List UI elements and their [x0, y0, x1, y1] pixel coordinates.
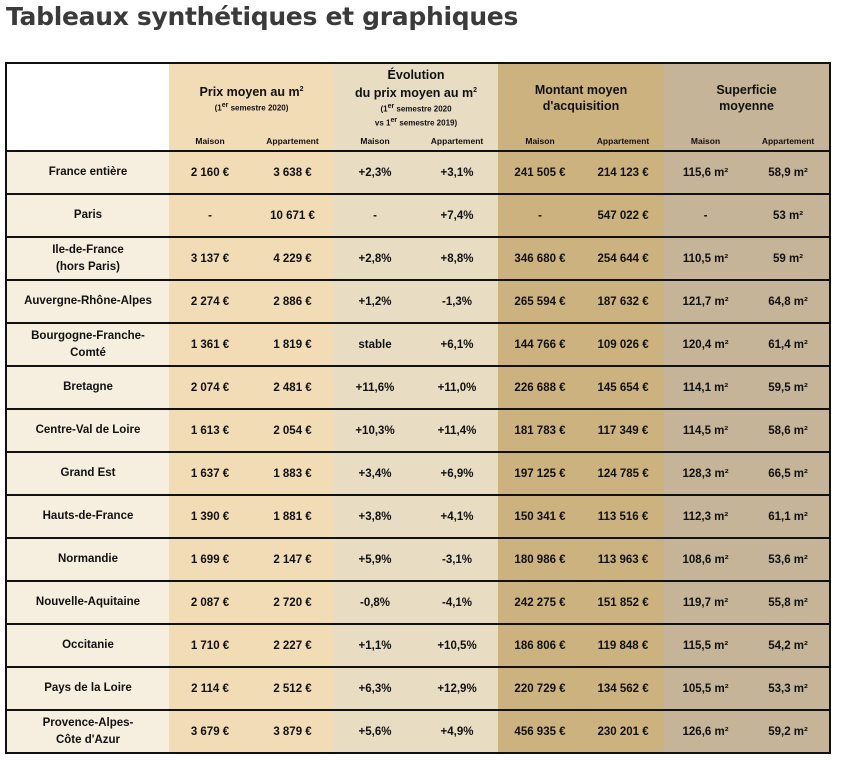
cell-sup-maison: 114,5 m² — [664, 409, 747, 452]
table-row — [7, 624, 829, 667]
cell-sup-appart: 59,5 m² — [747, 366, 829, 409]
cell-sup-maison: 114,1 m² — [664, 366, 747, 409]
cell-mont-maison: 186 806 € — [498, 624, 582, 667]
cell-mont-maison: 144 766 € — [498, 323, 582, 366]
cell-mont-appart: 254 644 € — [582, 237, 664, 280]
subheader-empty-cell — [7, 132, 169, 151]
cell-sup-maison: 115,5 m² — [664, 624, 747, 667]
cell-mont-appart: 187 632 € — [582, 280, 664, 323]
region-name: Comté — [70, 346, 106, 359]
cell-sup-maison: - — [664, 194, 747, 237]
cell-evol-appart: -3,1% — [416, 538, 498, 581]
cell-mont-maison: 181 783 € — [498, 409, 582, 452]
header-evolution-sub2-pre: vs 1 — [374, 118, 391, 128]
region-name: Provence-Alpes- — [42, 716, 134, 729]
subheader-evol-maison: Maison — [334, 132, 416, 151]
cell-prix-maison: 2 160 € — [169, 151, 251, 194]
cell-sup-maison: 121,7 m² — [664, 280, 747, 323]
cell-mont-appart: 113 516 € — [582, 495, 664, 538]
cell-evol-appart: -4,1% — [416, 581, 498, 624]
region-name: Nouvelle-Aquitaine — [35, 596, 141, 608]
region-name: Occitanie — [62, 639, 114, 651]
table-row — [7, 194, 829, 237]
cell-prix-appart: 2 481 € — [251, 366, 334, 409]
cell-mont-maison: 242 275 € — [498, 581, 582, 624]
table-row — [7, 581, 829, 624]
cell-prix-appart: 4 229 € — [251, 237, 334, 280]
cell-prix-appart: 2 054 € — [251, 409, 334, 452]
region-cell — [7, 280, 169, 323]
region-cell — [7, 538, 169, 581]
cell-prix-appart: 3 638 € — [251, 151, 334, 194]
cell-prix-appart: 3 879 € — [251, 710, 334, 752]
table-row — [7, 495, 829, 538]
cell-evol-appart: +10,5% — [416, 624, 498, 667]
cell-sup-appart: 53,3 m² — [747, 667, 829, 710]
summary-table — [7, 64, 829, 752]
region-name: Bourgogne-Franche- — [31, 329, 145, 342]
region-name: Hauts-de-France — [42, 510, 134, 522]
cell-evol-maison: +3,8% — [334, 495, 416, 538]
cell-evol-appart: +7,4% — [416, 194, 498, 237]
cell-sup-maison: 120,4 m² — [664, 323, 747, 366]
region-name: Ile-de-France — [52, 243, 124, 256]
cell-prix-appart: 10 671 € — [251, 194, 334, 237]
header-evolution-exp: 2 — [473, 87, 478, 95]
cell-mont-appart: 124 785 € — [582, 452, 664, 495]
header-evolution-line1: Évolution — [387, 68, 445, 83]
header-prix-sub-exp: er — [221, 102, 229, 110]
cell-sup-maison: 110,5 m² — [664, 237, 747, 280]
cell-prix-appart: 2 227 € — [251, 624, 334, 667]
header-montant-line2: d'acquisition — [542, 99, 620, 113]
header-evolution-sub2 — [334, 115, 498, 129]
cell-prix-appart: 1 819 € — [251, 323, 334, 366]
cell-evol-appart: +11,4% — [416, 409, 498, 452]
cell-evol-maison: stable — [334, 323, 416, 366]
region-name: France entière — [48, 166, 128, 178]
cell-sup-maison: 119,7 m² — [664, 581, 747, 624]
header-row — [7, 64, 829, 132]
header-montant-line1: Montant moyen — [534, 83, 628, 97]
header-prix-sub-post: semestre 2020) — [228, 103, 289, 113]
cell-evol-appart: +6,1% — [416, 323, 498, 366]
region-name: (hors Paris) — [56, 260, 120, 273]
cell-prix-maison: 2 087 € — [169, 581, 251, 624]
header-superficie-line2: moyenne — [719, 99, 774, 113]
cell-evol-maison: +10,3% — [334, 409, 416, 452]
cell-mont-maison: 150 341 € — [498, 495, 582, 538]
cell-evol-appart: +4,9% — [416, 710, 498, 752]
cell-prix-appart: 2 512 € — [251, 667, 334, 710]
subheader-prix-maison: Maison — [169, 132, 251, 151]
header-evolution — [334, 64, 498, 132]
cell-evol-maison: - — [334, 194, 416, 237]
cell-mont-maison: 220 729 € — [498, 667, 582, 710]
cell-evol-appart: +4,1% — [416, 495, 498, 538]
cell-evol-maison: +11,6% — [334, 366, 416, 409]
cell-prix-appart: 2 720 € — [251, 581, 334, 624]
cell-sup-appart: 61,4 m² — [747, 323, 829, 366]
cell-sup-appart: 64,8 m² — [747, 280, 829, 323]
header-montant — [498, 64, 664, 132]
cell-mont-maison: 197 125 € — [498, 452, 582, 495]
cell-mont-appart: 547 022 € — [582, 194, 664, 237]
header-evolution-sub2-post: semestre 2019) — [397, 118, 458, 128]
cell-evol-maison: +3,4% — [334, 452, 416, 495]
subheader-evol-appartement: Appartement — [416, 132, 498, 151]
cell-evol-appart: -1,3% — [416, 280, 498, 323]
header-prix — [169, 64, 334, 132]
region-name: Auvergne-Rhône-Alpes — [24, 295, 152, 307]
region-cell — [7, 366, 169, 409]
cell-evol-maison: +1,2% — [334, 280, 416, 323]
header-evolution-sub1-exp: er — [387, 103, 395, 111]
cell-sup-appart: 58,9 m² — [747, 151, 829, 194]
cell-evol-maison: +1,1% — [334, 624, 416, 667]
cell-mont-maison: 456 935 € — [498, 710, 582, 752]
table-row — [7, 237, 829, 280]
cell-sup-maison: 105,5 m² — [664, 667, 747, 710]
cell-prix-maison: 1 361 € — [169, 323, 251, 366]
table-row — [7, 280, 829, 323]
cell-mont-appart: 119 848 € — [582, 624, 664, 667]
page-title: Tableaux synthétiques et graphiques — [6, 2, 519, 31]
cell-evol-maison: -0,8% — [334, 581, 416, 624]
cell-sup-maison: 108,6 m² — [664, 538, 747, 581]
table-row — [7, 151, 829, 194]
cell-sup-appart: 59,2 m² — [747, 710, 829, 752]
header-evolution-line2: du prix moyen au m — [355, 86, 474, 101]
cell-prix-maison: 1 390 € — [169, 495, 251, 538]
cell-prix-maison: 1 699 € — [169, 538, 251, 581]
cell-mont-maison: 265 594 € — [498, 280, 582, 323]
header-evolution-sub2-exp: er — [390, 117, 398, 125]
cell-prix-appart: 1 883 € — [251, 452, 334, 495]
cell-mont-maison: 180 986 € — [498, 538, 582, 581]
region-cell — [7, 710, 169, 752]
header-evolution-sub1-post: semestre 2020 — [394, 105, 452, 115]
region-cell — [7, 151, 169, 194]
region-cell — [7, 237, 169, 280]
cell-prix-maison: 2 114 € — [169, 667, 251, 710]
region-name: Grand Est — [60, 467, 116, 479]
cell-sup-appart: 61,1 m² — [747, 495, 829, 538]
cell-mont-appart: 230 201 € — [582, 710, 664, 752]
table-row — [7, 538, 829, 581]
cell-evol-appart: +3,1% — [416, 151, 498, 194]
cell-prix-maison: 2 074 € — [169, 366, 251, 409]
cell-sup-appart: 66,5 m² — [747, 452, 829, 495]
header-prix-label: Prix moyen au m — [199, 85, 300, 100]
cell-prix-appart: 2 147 € — [251, 538, 334, 581]
cell-prix-maison: 3 679 € — [169, 710, 251, 752]
cell-sup-appart: 55,8 m² — [747, 581, 829, 624]
subheader-prix-appartement: Appartement — [251, 132, 334, 151]
header-superficie — [664, 64, 829, 132]
cell-evol-appart: +12,9% — [416, 667, 498, 710]
cell-evol-maison: +2,8% — [334, 237, 416, 280]
region-cell — [7, 452, 169, 495]
table-row — [7, 323, 829, 366]
cell-mont-appart: 117 349 € — [582, 409, 664, 452]
cell-mont-appart: 109 026 € — [582, 323, 664, 366]
cell-prix-maison: 1 710 € — [169, 624, 251, 667]
cell-sup-appart: 54,2 m² — [747, 624, 829, 667]
region-name: Côte d'Azur — [55, 733, 121, 746]
cell-mont-maison: 241 505 € — [498, 151, 582, 194]
header-prix-sub-pre: (1 — [214, 103, 222, 113]
table-row — [7, 366, 829, 409]
cell-prix-appart: 1 881 € — [251, 495, 334, 538]
region-name: Paris — [73, 209, 103, 221]
cell-evol-maison: +5,6% — [334, 710, 416, 752]
header-evolution-sub1-pre: (1 — [380, 105, 388, 115]
cell-sup-appart: 59 m² — [747, 237, 829, 280]
cell-evol-appart: +11,0% — [416, 366, 498, 409]
cell-sup-maison: 128,3 m² — [664, 452, 747, 495]
cell-evol-maison: +2,3% — [334, 151, 416, 194]
header-superficie-line1: Superficie — [716, 83, 777, 97]
cell-evol-maison: +6,3% — [334, 667, 416, 710]
subheader-mont-appartement: Appartement — [582, 132, 664, 151]
cell-mont-appart: 214 123 € — [582, 151, 664, 194]
table-row — [7, 667, 829, 710]
region-name: Normandie — [57, 553, 119, 565]
table-row — [7, 409, 829, 452]
cell-prix-maison: 3 137 € — [169, 237, 251, 280]
region-cell — [7, 667, 169, 710]
cell-sup-maison: 115,6 m² — [664, 151, 747, 194]
cell-mont-maison: 346 680 € — [498, 237, 582, 280]
cell-mont-appart: 145 654 € — [582, 366, 664, 409]
region-cell — [7, 581, 169, 624]
region-name: Centre-Val de Loire — [35, 424, 141, 436]
cell-prix-maison: 1 637 € — [169, 452, 251, 495]
region-cell — [7, 194, 169, 237]
cell-mont-appart: 113 963 € — [582, 538, 664, 581]
table-row — [7, 452, 829, 495]
table-row — [7, 710, 829, 752]
header-prix-sub — [169, 100, 334, 114]
cell-evol-appart: +8,8% — [416, 237, 498, 280]
cell-sup-maison: 126,6 m² — [664, 710, 747, 752]
header-empty-cell — [7, 64, 169, 132]
cell-sup-appart: 53,6 m² — [747, 538, 829, 581]
cell-evol-appart: +6,9% — [416, 452, 498, 495]
cell-mont-appart: 134 562 € — [582, 667, 664, 710]
cell-mont-appart: 151 852 € — [582, 581, 664, 624]
cell-prix-appart: 2 886 € — [251, 280, 334, 323]
subheader-row — [7, 132, 829, 151]
cell-prix-maison: - — [169, 194, 251, 237]
cell-prix-maison: 1 613 € — [169, 409, 251, 452]
subheader-sup-maison: Maison — [664, 132, 747, 151]
region-cell — [7, 323, 169, 366]
cell-mont-maison: 226 688 € — [498, 366, 582, 409]
cell-sup-appart: 58,6 m² — [747, 409, 829, 452]
region-cell — [7, 409, 169, 452]
header-evolution-sub1 — [334, 101, 498, 115]
cell-mont-maison: - — [498, 194, 582, 237]
region-name: Pays de la Loire — [44, 682, 132, 694]
cell-sup-maison: 112,3 m² — [664, 495, 747, 538]
summary-table-frame — [5, 62, 831, 754]
cell-sup-appart: 53 m² — [747, 194, 829, 237]
header-prix-exp: 2 — [299, 86, 304, 94]
region-cell — [7, 495, 169, 538]
region-name: Bretagne — [63, 381, 113, 393]
region-cell — [7, 624, 169, 667]
subheader-sup-appartement: Appartement — [747, 132, 829, 151]
cell-evol-maison: +5,9% — [334, 538, 416, 581]
subheader-mont-maison: Maison — [498, 132, 582, 151]
cell-prix-maison: 2 274 € — [169, 280, 251, 323]
